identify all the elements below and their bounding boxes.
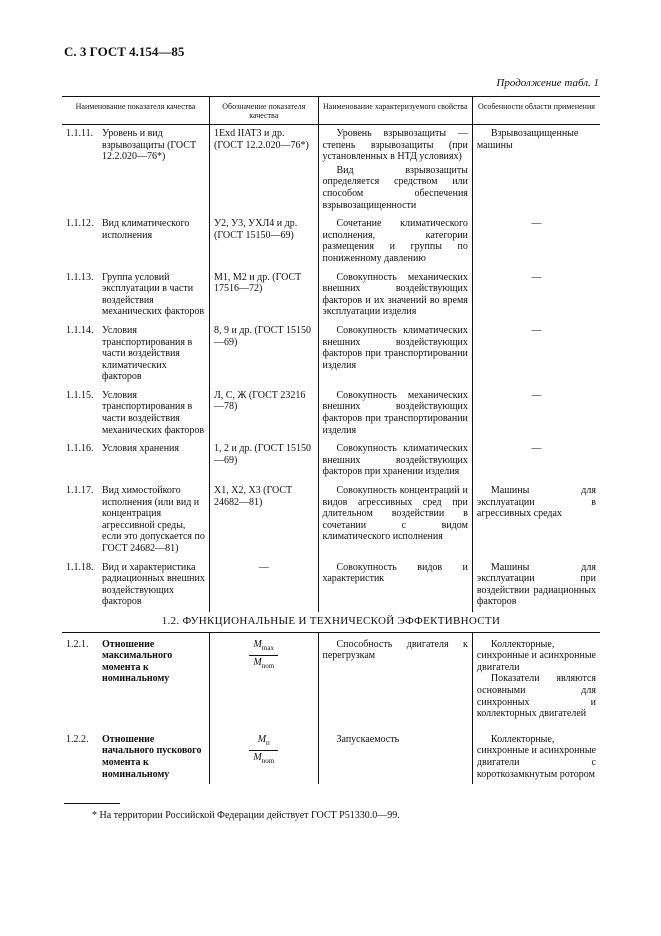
- row-designation: У2, У3, УХЛ4 и др. (ГОСТ 15150—69): [210, 215, 318, 268]
- table-row: [62, 724, 600, 784]
- row-property: Совокупность механических внешних воздействующих факторов при транспортировании изделия: [318, 387, 472, 440]
- page-header: С. 3 ГОСТ 4.154—85: [64, 44, 185, 59]
- row-name: Условия транспортирования в части воздействия климатических факторов: [102, 324, 193, 383]
- formula-start-ratio: [249, 734, 278, 768]
- row-property: Совокупность климатических внешних воздействующих факторов при транспортировании изделия: [318, 322, 472, 387]
- formula-numerator-sub: п: [266, 738, 270, 747]
- col-header-property: Наименование характеризуемого свойства: [318, 97, 472, 125]
- table-row: [62, 215, 600, 268]
- row-property: Запускаемость: [318, 724, 472, 784]
- row-number: 1.1.15.: [66, 389, 94, 401]
- row-application: Коллекторные, синхронные и асинхронные двигатели: [476, 638, 596, 673]
- row-application: Взрывозащищенные машины: [472, 125, 600, 216]
- row-number: 1.1.11.: [66, 128, 94, 139]
- section-title: 1.2. ФУНКЦИОНАЛЬНЫЕ И ТЕХНИЧЕСКОЙ ЭФФЕКТИВНОСТИ: [62, 612, 600, 632]
- row-property: Совокупность концентраций и видов агрессивных сред при длительном воздействии в сочетании с видом климатического исполнения: [318, 482, 472, 559]
- row-number: 1.1.17.: [66, 485, 94, 497]
- row-property: Уровень взрывозащиты — степень взрывозащиты (при установленных в НТД условиях): [322, 128, 468, 163]
- col-header-name: Наименование показателя качества: [62, 97, 210, 125]
- row-name: Вид и характеристика радиационных внешних воздействующих факторов: [102, 561, 205, 608]
- row-property: Совокупность видов и характеристик: [318, 559, 472, 612]
- row-designation: М1, М2 и др. (ГОСТ 17516—72): [210, 269, 318, 322]
- table-continuation: Продолжение табл. 1: [496, 77, 599, 89]
- row-property: Совокупность климатических внешних воздействующих факторов при хранении изделия: [318, 440, 472, 482]
- formula-denominator-sub: nom: [261, 757, 275, 766]
- formula-numerator-sub: max: [261, 643, 274, 652]
- row-name: Вид климатического исполнения: [102, 218, 190, 241]
- quality-table: [62, 96, 600, 784]
- row-number: 1.1.12.: [66, 218, 94, 230]
- row-application: Коллекторные, синхронные и асинхронные двигатели с короткозамкнутым ротором: [472, 724, 600, 784]
- row-number: 1.2.2.: [66, 733, 89, 745]
- table-row: [62, 632, 600, 724]
- table-row: [62, 322, 600, 387]
- formula-max-ratio: [249, 639, 278, 673]
- row-application: Машины для эксплуатации при воздействии радиационных факторов: [472, 559, 600, 612]
- row-number: 1.1.16.: [66, 443, 94, 455]
- row-property: Сочетание климатического исполнения, категории размещения и группы по пониженному давлению: [318, 215, 472, 268]
- table-row: [62, 125, 600, 216]
- table-row: [62, 387, 600, 440]
- row-designation: 8, 9 и др. (ГОСТ 15150—69): [210, 322, 318, 387]
- row-name: Отношение начального пускового момента к номинальному: [102, 733, 202, 780]
- formula-denominator: M: [253, 752, 262, 764]
- row-property: Способность двигателя к перегрузкам: [318, 632, 472, 724]
- table-row: [62, 482, 600, 559]
- row-application: —: [472, 215, 600, 268]
- row-designation: Л, С, Ж (ГОСТ 23216—78): [210, 387, 318, 440]
- row-application: —: [472, 269, 600, 322]
- col-header-designation: Обозначение показателя качества: [210, 97, 318, 125]
- row-property-note: Вид взрывозащиты определяется средством или способом обеспечения взрывозащищенности: [322, 164, 468, 211]
- table-row: [62, 269, 600, 322]
- row-name: Отношение максимального момента к номинальному: [102, 638, 173, 685]
- footnote: * На территории Российской Федерации действует ГОСТ Р51330.0—99.: [92, 810, 400, 821]
- row-application: —: [472, 440, 600, 482]
- row-designation: 1, 2 и др. (ГОСТ 15150—69): [210, 440, 318, 482]
- row-name: Условия хранения: [102, 443, 180, 455]
- row-number: 1.1.13.: [66, 271, 94, 283]
- footnote-divider: [64, 803, 120, 804]
- row-application-note: Показатели являются основными для синхронных и коллекторных двигателей: [476, 673, 596, 720]
- row-designation: —: [210, 559, 318, 612]
- formula-denominator-sub: nom: [261, 662, 275, 671]
- row-application: —: [472, 322, 600, 387]
- formula-denominator: M: [253, 657, 262, 669]
- formula-numerator: M: [257, 733, 267, 745]
- row-designation: 1Exd IIAT3 и др. (ГОСТ 12.2.020—76*): [210, 125, 318, 216]
- row-application: —: [472, 387, 600, 440]
- row-name: Уровень и вид взрывозащиты (ГОСТ 12.2.020—76*): [102, 128, 197, 163]
- row-name: Группа условий эксплуатации в части воздействия механических факторов: [102, 271, 205, 318]
- table-row: [62, 559, 600, 612]
- row-name: Вид химостойкого исполнения (или вид и концентрация агрессивной среды, если это допускается по ГОСТ 24682—81): [102, 485, 205, 554]
- row-name: Условия транспортирования в части воздействия механических факторов: [102, 389, 205, 436]
- table-row: [62, 440, 600, 482]
- row-number: 1.1.18.: [66, 561, 94, 573]
- row-designation: Х1, Х2, Х3 (ГОСТ 24682—81): [210, 482, 318, 559]
- formula-numerator: M: [253, 638, 262, 650]
- row-property: Совокупность механических внешних воздействующих факторов и их значений во время эксплуатации изделия: [318, 269, 472, 322]
- col-header-application: Особенности области применения: [472, 97, 600, 125]
- row-number: 1.2.1.: [66, 638, 89, 650]
- row-number: 1.1.14.: [66, 324, 94, 336]
- row-application: Машины для эксплуатации в агрессивных средах: [472, 482, 600, 559]
